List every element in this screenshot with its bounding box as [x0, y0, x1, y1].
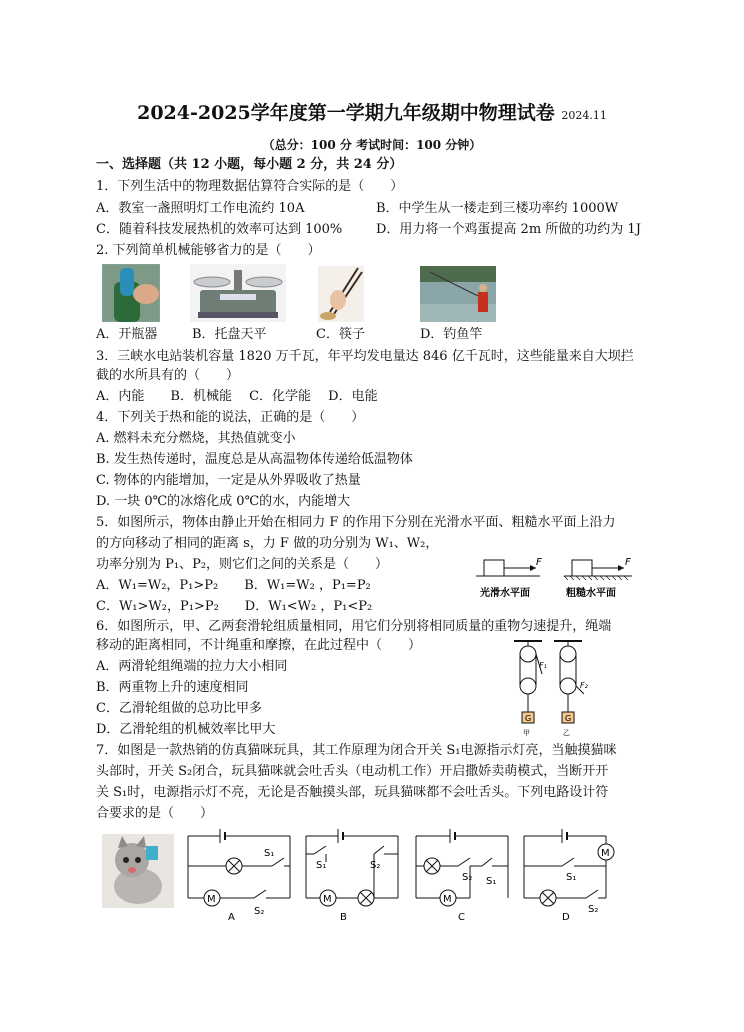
q7-stem-line3: 关 S₁时，电源指示灯不亮，无论是否触摸头部，玩具猫咪都不会吐舌头。下列电路设计符 — [96, 785, 609, 800]
q2-stem: 2. 下列简单机械能够省力的是（ ） — [96, 243, 321, 258]
q1-option-d: D．用力将一个鸡蛋提高 2m 所做的功约为 1J — [376, 222, 641, 237]
q5-stem-line3: 功率分别为 P₁、P₂，则它们之间的关系是（ ） — [96, 557, 389, 572]
q5-stem-line1: 5．如图所示，物体由静止开始在相同力 F 的作用下分别在光滑水平面、粗糙水平面上沿力 — [96, 515, 616, 530]
q4-option-c: C. 物体的内能增加，一定是从外界吸收了热量 — [96, 473, 361, 488]
motor-label: M — [443, 894, 452, 905]
q1-option-b: B．中学生从一楼走到三楼功率约 1000W — [376, 201, 619, 216]
q7-stem-line1: 7．如图是一款热销的仿真猫咪玩具，其工作原理为闭合开关 S₁电源指示灯亮，当触摸猫咪 — [96, 743, 617, 758]
cat-toy-photo — [102, 834, 174, 908]
q6-option-c: C．乙滑轮组做的总功比甲多 — [96, 701, 262, 716]
motor-label: M — [601, 848, 610, 859]
option-label-a: A — [228, 912, 235, 923]
q6-option-d: D．乙滑轮组的机械效率比甲大 — [96, 722, 276, 737]
s2-label: S₂ — [588, 904, 599, 915]
q4-option-d: D. 一块 0℃的冰熔化成 0℃的水，内能增大 — [96, 494, 351, 509]
q1-option-a: A．教室一盏照明灯工作电流约 10A — [96, 201, 305, 216]
pulley-figure — [504, 638, 594, 738]
q6-stem-line1: 6．如图所示，甲、乙两套滑轮组质量相同，用它们分别将相同质量的重物匀速提升，绳端 — [96, 619, 612, 634]
circuit-b — [306, 829, 398, 923]
s1-label: S₁ — [486, 876, 497, 887]
jia-label: 甲 — [523, 729, 530, 737]
exam-subtitle: （总分：100 分 考试时间：100 分钟） — [262, 138, 482, 152]
circuit-c — [416, 829, 508, 923]
rough-plane-label: 粗糙水平面 — [566, 588, 616, 599]
q2-option-c: C．筷子 — [316, 327, 365, 342]
s2-label: S₂ — [462, 872, 473, 883]
s2-label: S₂ — [254, 906, 265, 917]
q5-stem-line2: 的方向移动了相同的距离 s，力 F 做的功分别为 W₁、W₂， — [96, 536, 439, 551]
yi-label: 乙 — [563, 729, 570, 737]
q3-options: A．内能 B．机械能 C．化学能 D．电能 — [96, 389, 378, 404]
q6-option-b: B．两重物上升的速度相同 — [96, 680, 249, 695]
option-label-d: D — [562, 912, 570, 923]
force-label: F — [625, 557, 631, 568]
weight-label: G — [525, 714, 532, 723]
pulley-system-jia — [514, 641, 547, 737]
s1-label: S₁ — [566, 872, 577, 883]
f1-label: F₁ — [539, 661, 547, 670]
circuit-d — [524, 829, 614, 923]
q7-stem-line4: 合要求的是（ ） — [96, 806, 214, 821]
option-label-b: B — [340, 912, 347, 923]
s1-label: S₁ — [316, 860, 327, 871]
q1-stem: 1．下列生活中的物理数据估算符合实际的是（ ） — [96, 179, 404, 194]
chopsticks-photo — [318, 266, 364, 322]
smooth-plane-label: 光滑水平面 — [480, 588, 530, 599]
balance-scale-photo — [190, 264, 286, 322]
q7-circuit-options — [178, 822, 638, 926]
q2-option-a: A．开瓶器 — [96, 327, 158, 342]
f2-label: F₂ — [580, 681, 588, 690]
q2-option-b: B．托盘天平 — [192, 327, 267, 342]
weight-label: G — [565, 714, 572, 723]
q7-stem-line2: 头部时，开关 S₂闭合，玩具猫咪就会吐舌头（电动机工作）开启撒娇卖萌模式，当断开开 — [96, 764, 609, 779]
q5-options-ab: A．W₁=W₂，P₁>P₂ B．W₁=W₂ ，P₁=P₂ — [96, 578, 371, 593]
q6-stem-line2: 移动的距离相同，不计绳重和摩擦，在此过程中（ ） — [96, 638, 422, 653]
q5-options-cd: C．W₁>W₂，P₁>P₂ D．W₁<W₂ ，P₁<P₂ — [96, 599, 373, 614]
q5-figure — [472, 554, 642, 604]
s2-label: S₂ — [370, 860, 381, 871]
s1-label: S₁ — [264, 848, 275, 859]
motor-label: M — [207, 894, 216, 905]
option-label-c: C — [458, 912, 465, 923]
motor-label: M — [323, 894, 332, 905]
pulley-system-yi — [554, 641, 589, 737]
q4-option-b: B. 发生热传递时，温度总是从高温物体传递给低温物体 — [96, 452, 413, 467]
section-heading: 一、选择题（共 12 小题，每小题 2 分，共 24 分） — [96, 157, 403, 172]
q3-stem-line2: 截的水所具有的（ ） — [96, 368, 240, 383]
rough-plane-diagram — [564, 557, 632, 599]
q4-stem: 4．下列关于热和能的说法，正确的是（ ） — [96, 410, 365, 425]
smooth-plane-diagram — [476, 557, 542, 599]
force-label: F — [536, 557, 542, 568]
q4-option-a: A. 燃料未充分燃烧，其热值就变小 — [96, 431, 296, 446]
bottle-opener-photo — [102, 264, 160, 322]
circuit-a — [188, 829, 290, 923]
q3-stem-line1: 3．三峡水电站装机容量 1820 万千瓦，年平均发电量达 846 亿千瓦时，这些能量来自大坝拦 — [96, 349, 634, 364]
q2-option-d: D．钓鱼竿 — [420, 327, 483, 342]
fishing-rod-photo — [420, 266, 496, 322]
exam-title: 2024-2025学年度第一学期九年级期中物理试卷 2024.11 — [137, 102, 607, 124]
q6-option-a: A．两滑轮组绳端的拉力大小相同 — [96, 659, 288, 674]
q1-option-c: C．随着科技发展热机的效率可达到 100% — [96, 222, 343, 237]
